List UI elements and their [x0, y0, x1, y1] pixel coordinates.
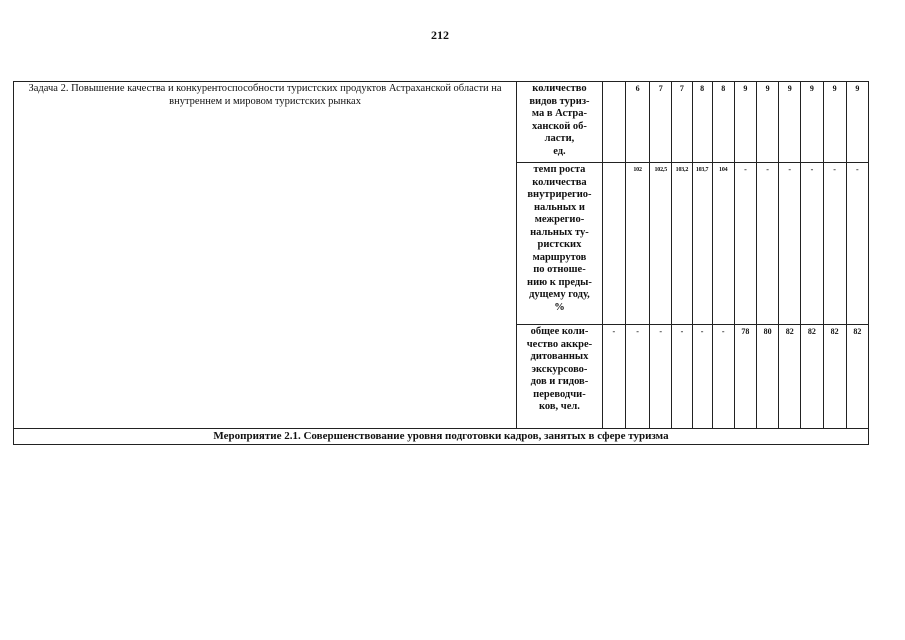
value-cell: -	[602, 325, 625, 429]
indicator-line: ханской об-	[532, 120, 587, 132]
value-cell: -	[757, 163, 779, 325]
value-cell: -	[734, 163, 756, 325]
value-cell: 80	[757, 325, 779, 429]
indicator-line: нальных ту-	[530, 226, 589, 238]
value-cell: 9	[779, 82, 801, 163]
event-title: Мероприятие 2.1. Совершенствование уровня подготовки кадров, занятых в сфере туризма	[14, 429, 869, 445]
indicator-line: количества	[532, 176, 587, 188]
indicator-line: темп роста	[533, 164, 586, 175]
value-cell: 103,7	[692, 163, 712, 325]
indicator-line: ма в Астра-	[531, 108, 587, 119]
indicator-line: ласти,	[544, 133, 575, 144]
value-cell: 82	[823, 325, 846, 429]
indicator-line: видов туриз-	[529, 95, 590, 107]
indicator-line: дитованных	[530, 351, 589, 362]
indicator-line: нальных и	[533, 201, 585, 213]
indicator-cell	[517, 325, 603, 429]
value-cell: -	[801, 163, 823, 325]
value-cell	[602, 163, 625, 325]
value-cell: 9	[823, 82, 846, 163]
value-cell: 9	[757, 82, 779, 163]
indicator-line: внутрирегио-	[527, 189, 592, 200]
indicator-cell	[517, 163, 603, 325]
program-indicators-table	[13, 81, 869, 445]
indicator-line: по отноше-	[533, 264, 586, 275]
value-cell: 9	[846, 82, 868, 163]
value-cell: -	[779, 163, 801, 325]
value-cell: 9	[734, 82, 756, 163]
indicator-line: дов и гидов-	[530, 376, 589, 387]
value-cell: 8	[712, 82, 734, 163]
indicator-cell	[517, 82, 603, 163]
value-cell: -	[650, 325, 672, 429]
table-row	[14, 82, 869, 163]
value-cell: 78	[734, 325, 756, 429]
value-cell: 9	[801, 82, 823, 163]
value-cell: 102	[625, 163, 649, 325]
indicator-line: общее коли-	[530, 326, 589, 337]
indicator-line: ед.	[553, 145, 566, 157]
page-number: 212	[431, 28, 449, 42]
indicator-line: маршрутов	[532, 251, 587, 263]
indicator-line: переводчи-	[533, 388, 586, 400]
indicator-line: ристских	[537, 239, 582, 250]
value-cell: -	[823, 163, 846, 325]
value-cell: -	[712, 325, 734, 429]
value-cell: 103,2	[672, 163, 692, 325]
value-cell: 6	[625, 82, 649, 163]
value-cell: 104	[712, 163, 734, 325]
value-cell: 82	[846, 325, 868, 429]
indicator-line: %	[554, 301, 565, 313]
table-row	[14, 429, 869, 445]
indicator-line: чество аккре-	[526, 338, 593, 350]
value-cell: -	[692, 325, 712, 429]
value-cell: -	[625, 325, 649, 429]
value-cell: 82	[779, 325, 801, 429]
value-cell: 102,5	[650, 163, 672, 325]
indicator-line: дущему году,	[529, 289, 590, 300]
value-cell: 7	[650, 82, 672, 163]
indicator-line: ков, чел.	[538, 401, 580, 412]
value-cell: -	[672, 325, 692, 429]
value-cell: 82	[801, 325, 823, 429]
indicator-line: нию к преды-	[527, 276, 592, 288]
indicator-line: экскурсово-	[531, 363, 588, 375]
indicator-line: межрегио-	[534, 214, 585, 225]
value-cell: 8	[692, 82, 712, 163]
value-cell: 7	[672, 82, 692, 163]
task-title: Задача 2. Повышение качества и конкурентоспособности туристских продуктов Астраханской области на внутреннем и мировом туристских рынках	[14, 82, 517, 429]
value-cell: -	[846, 163, 868, 325]
indicator-line: количество	[532, 83, 587, 94]
value-cell	[602, 82, 625, 163]
